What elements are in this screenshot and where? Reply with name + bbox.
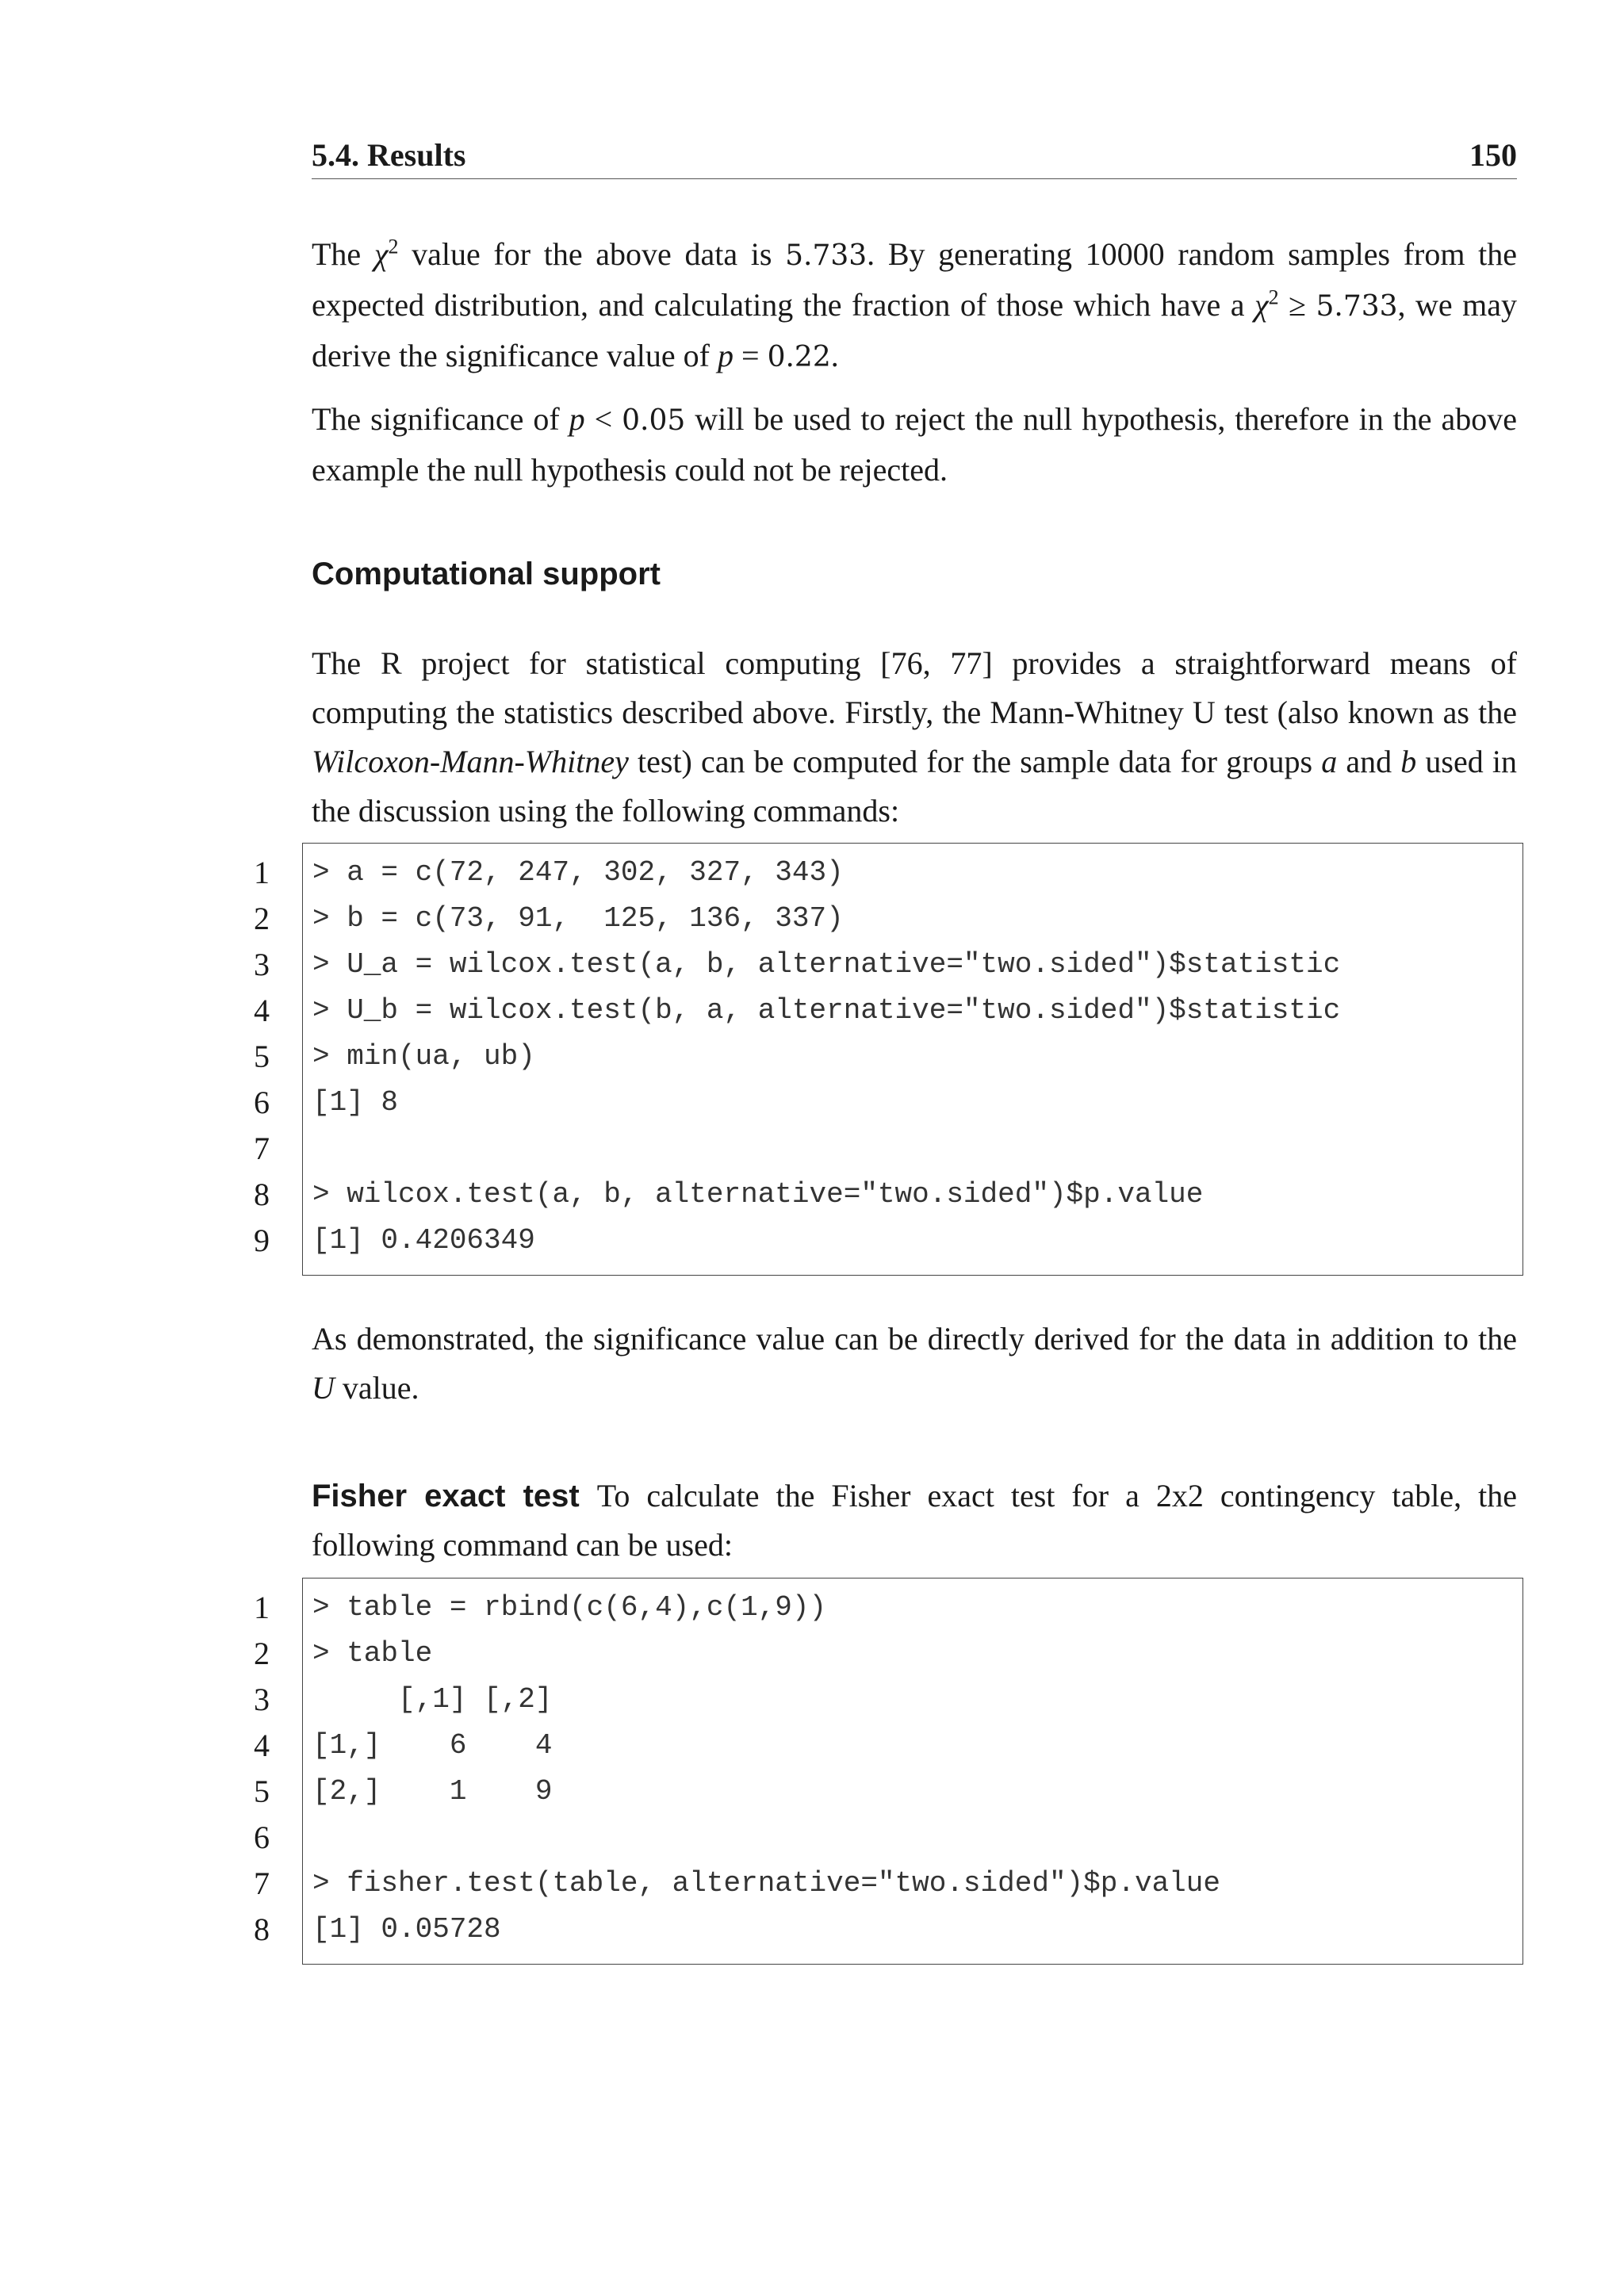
text-run: used in the discussion using the following commands: <box>312 744 1517 828</box>
line-number: 7 <box>254 1866 270 1901</box>
line-number: 9 <box>254 1223 270 1258</box>
line-number: 4 <box>254 1728 270 1763</box>
running-header <box>312 136 1517 179</box>
chi-threshold: 5.733 <box>1316 290 1398 323</box>
code-text: > U_b = wilcox.test(b, a, alternative="two.sided")$statistic <box>312 994 1341 1027</box>
paragraph-significance <box>312 395 1517 495</box>
code-line <box>254 1585 1522 1631</box>
line-number: 4 <box>254 993 270 1028</box>
code-text: > U_a = wilcox.test(a, b, alternative="two.sided")$statistic <box>312 948 1341 981</box>
line-number: 6 <box>254 1085 270 1120</box>
code-line <box>254 1631 1522 1677</box>
line-number: 8 <box>254 1911 270 1947</box>
code-text: > table = rbind(c(6,4),c(1,9)) <box>312 1591 827 1624</box>
text-run: As demonstrated, the significance value can be directly derived for the data in addition to the <box>312 1321 1517 1357</box>
p-symbol: p <box>569 401 585 437</box>
text-run: To calculate the Fisher exact test for a 2x2 contingency table, the following command can be used: <box>312 1478 1517 1563</box>
code-listing-wilcox <box>254 843 1523 1276</box>
text-run: value for the above data is <box>398 236 786 272</box>
text-run: The <box>312 236 374 272</box>
text-run: , we may derive the significance value of <box>312 287 1517 373</box>
group-b: b <box>1400 744 1417 779</box>
section-title: 5.4. Results <box>312 137 466 173</box>
code-listing-fisher <box>254 1578 1523 1965</box>
code-line <box>254 1723 1522 1769</box>
paragraph-demonstrated <box>312 1314 1517 1413</box>
chi-symbol: χ <box>373 236 389 272</box>
text-run: < <box>584 401 622 437</box>
code-line <box>254 896 1522 942</box>
line-number: 1 <box>254 1590 270 1625</box>
text-run: = <box>733 338 768 373</box>
code-text: [1] 8 <box>312 1086 399 1119</box>
fisher-heading: Fisher exact test <box>312 1479 580 1513</box>
paragraph-chi-square <box>312 230 1517 382</box>
code-text: > min(ua, ub) <box>312 1040 535 1073</box>
line-number: 7 <box>254 1131 270 1166</box>
text-run: value. <box>334 1370 419 1406</box>
code-line <box>254 1815 1522 1861</box>
significance-threshold: 0.05 <box>622 404 686 437</box>
chi-symbol: χ <box>1254 287 1269 323</box>
code-line <box>254 1034 1522 1080</box>
chi-value: 5.733 <box>785 239 868 272</box>
code-line <box>254 1769 1522 1815</box>
code-line <box>254 1861 1522 1907</box>
subsection-heading: Computational support <box>312 557 661 591</box>
code-text: > fisher.test(table, alternative="two.sided")$p.value <box>312 1867 1220 1900</box>
code-text: > table <box>312 1637 433 1670</box>
code-text: > b = c(73, 91, 125, 136, 337) <box>312 902 844 935</box>
code-line <box>254 850 1522 896</box>
superscript: 2 <box>1268 285 1279 309</box>
code-line <box>254 1677 1522 1723</box>
line-number: 8 <box>254 1177 270 1212</box>
text-run: will be used to reject the null hypothesis, therefore in the above example the null hypothesis could not be rejected. <box>312 401 1518 488</box>
code-text: > a = c(72, 247, 302, 327, 343) <box>312 856 844 889</box>
line-number: 2 <box>254 901 270 936</box>
text-run: . <box>830 338 839 373</box>
line-number: 6 <box>254 1820 270 1855</box>
line-number: 2 <box>254 1636 270 1671</box>
line-number: 3 <box>254 1682 270 1717</box>
code-line <box>254 988 1522 1034</box>
superscript: 2 <box>388 235 399 258</box>
code-text: [,1] [,2] <box>312 1683 553 1716</box>
u-symbol: U <box>312 1370 335 1406</box>
code-line <box>254 1218 1522 1264</box>
code-line <box>254 1126 1522 1172</box>
code-line <box>254 1907 1522 1953</box>
code-text: > wilcox.test(a, b, alternative="two.sided")$p.value <box>312 1178 1204 1211</box>
text-run: The significance of <box>312 401 569 437</box>
code-text: [2,] 1 9 <box>312 1775 553 1808</box>
code-line <box>254 1172 1522 1218</box>
code-line <box>254 1080 1522 1126</box>
text-run: ≥ <box>1278 287 1316 323</box>
text-run: and <box>1337 744 1401 779</box>
paragraph-r-project <box>312 639 1517 836</box>
code-text: [1] 0.05728 <box>312 1913 501 1946</box>
text-run: The R project for statistical computing [76, 77] provides a straightforward means of computing the statistics described above. Firstly, the Mann-Whitney U test (also known as the <box>312 645 1517 730</box>
page-number: 150 <box>1469 137 1517 173</box>
line-number: 5 <box>254 1774 270 1809</box>
text-run: test) can be computed for the sample data for groups <box>628 744 1322 779</box>
p-symbol: p <box>718 338 733 373</box>
code-text: [1,] 6 4 <box>312 1729 553 1762</box>
code-line <box>254 942 1522 988</box>
code-text: [1] 0.4206349 <box>312 1224 535 1257</box>
line-number: 1 <box>254 855 270 890</box>
line-number: 5 <box>254 1039 270 1074</box>
text-run: . By generating 10000 random samples from the expected distribution, and calculating the fraction of those which have a <box>312 236 1518 323</box>
p-value: 0.22 <box>767 341 831 373</box>
line-number: 3 <box>254 947 270 982</box>
group-a: a <box>1321 744 1338 779</box>
paragraph-fisher <box>312 1471 1517 1570</box>
emphasis: Wilcoxon-Mann-Whitney <box>312 744 629 779</box>
